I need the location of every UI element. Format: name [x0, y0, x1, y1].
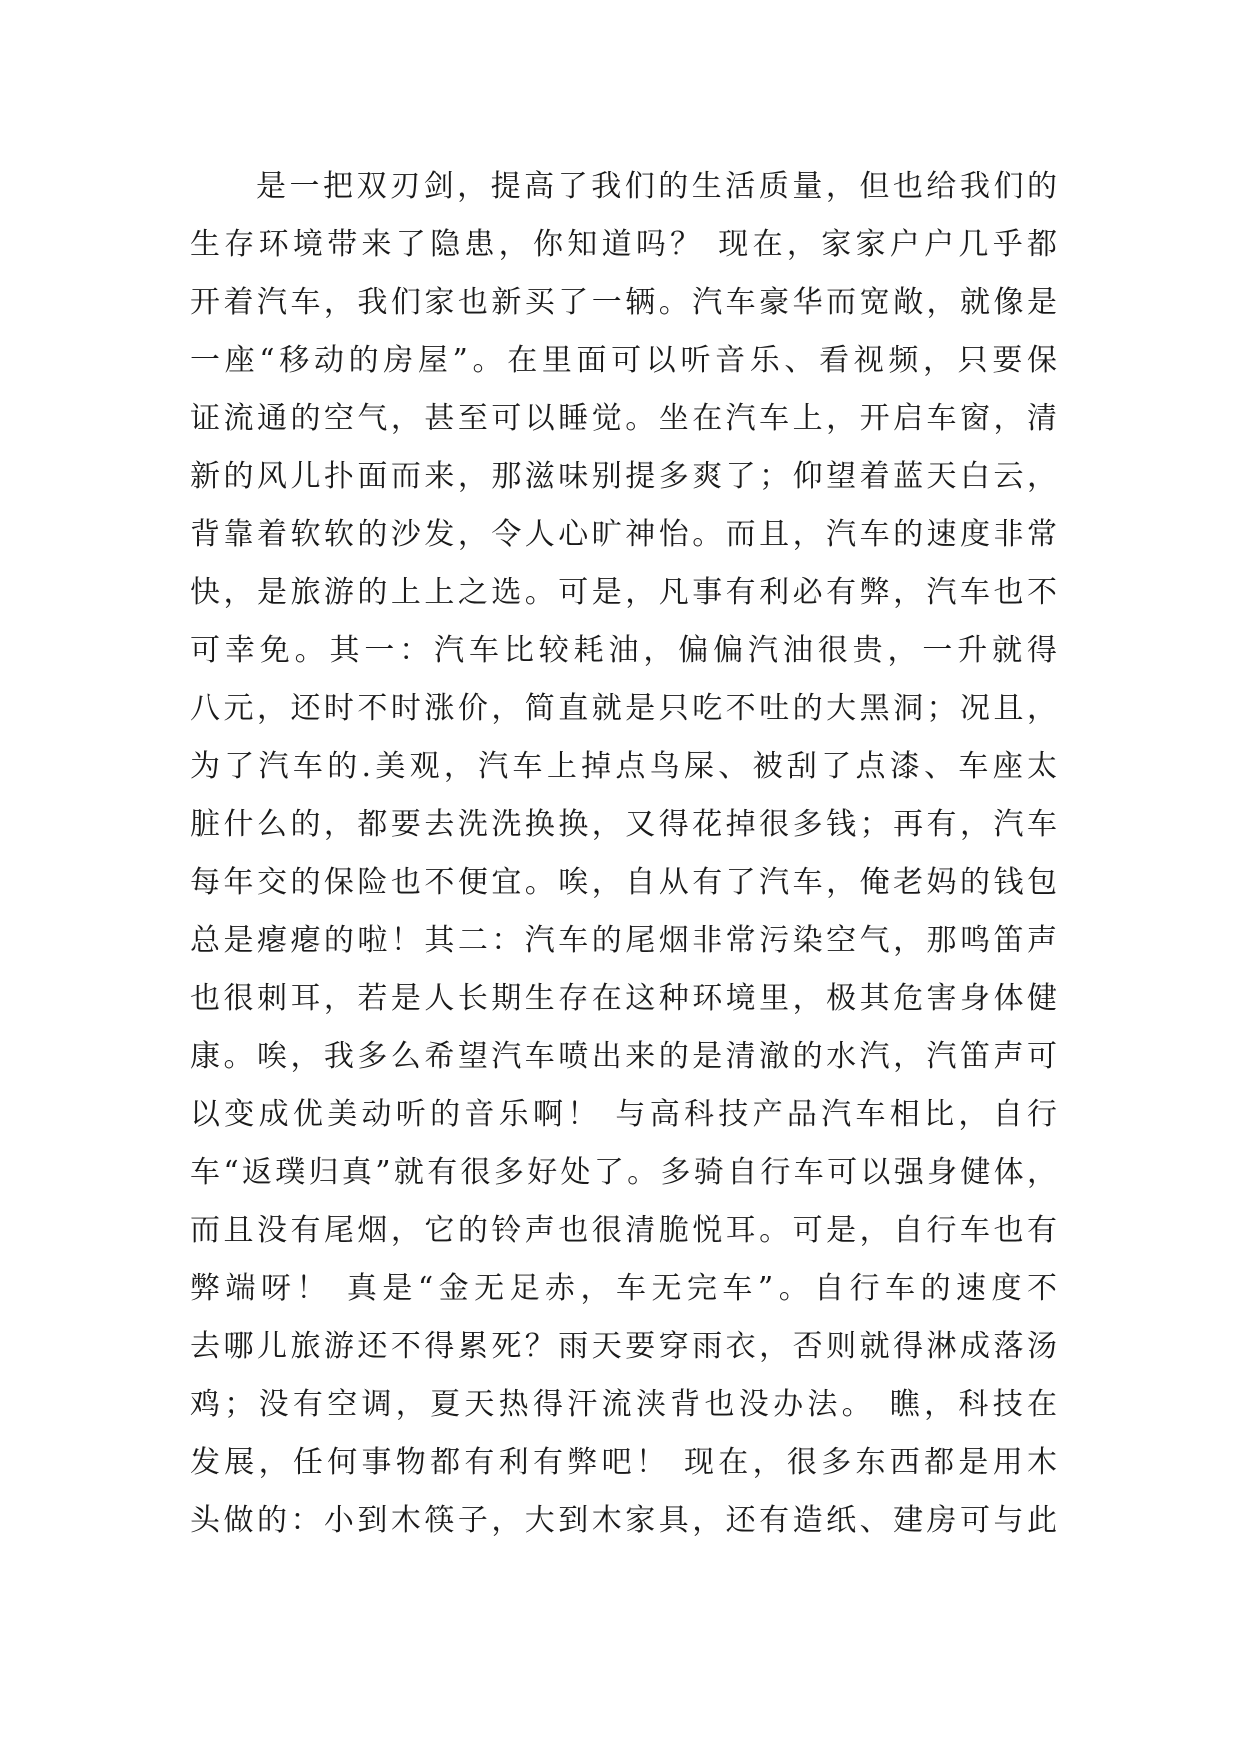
text-line: 而且没有尾烟，它的铃声也很清脆悦耳。可是，自行车也有 [190, 1213, 1060, 1248]
text-line: 发展，任何事物都有利有弊吧！ 现在，很多东西都是用木 [190, 1445, 1060, 1480]
text-line: 快，是旅游的上上之选。可是，凡事有利必有弊，汽车也不 [190, 575, 1060, 610]
text-line: 以变成优美动听的音乐啊！ 与高科技产品汽车相比，自行 [190, 1097, 1060, 1132]
text-line: 证流通的空气，甚至可以睡觉。坐在汽车上，开启车窗，清 [190, 401, 1060, 436]
text-line: 总是瘪瘪的啦！其二：汽车的尾烟非常污染空气，那鸣笛声 [190, 923, 1060, 958]
body-text [190, 158, 1060, 1550]
text-line: 一座“移动的房屋”。在里面可以听音乐、看视频，只要保 [190, 343, 1060, 378]
text-line: 可幸免。其一：汽车比较耗油，偏偏汽油很贵，一升就得 [190, 633, 1060, 668]
text-line: 生存环境带来了隐患，你知道吗？ 现在，家家户户几乎都 [190, 227, 1060, 262]
text-line: 为了汽车的.美观，汽车上掉点鸟屎、被刮了点漆、车座太 [190, 749, 1060, 784]
text-line: 脏什么的，都要去洗洗换换，又得花掉很多钱；再有，汽车 [190, 807, 1060, 842]
text-line: 是一把双刃剑，提高了我们的生活质量，但也给我们的 [256, 169, 1060, 204]
text-line: 八元，还时不时涨价，简直就是只吃不吐的大黑洞；况且， [190, 691, 1060, 726]
text-line: 也很刺耳，若是人长期生存在这种环境里，极其危害身体健 [190, 981, 1060, 1016]
text-line: 背靠着软软的沙发，令人心旷神怡。而且，汽车的速度非常 [190, 517, 1060, 552]
text-line: 每年交的保险也不便宜。唉，自从有了汽车，俺老妈的钱包 [190, 865, 1060, 900]
text-line: 鸡；没有空调，夏天热得汗流浃背也没办法。 瞧，科技在 [190, 1387, 1060, 1422]
text-line: 头做的：小到木筷子，大到木家具，还有造纸、建房可与此 [190, 1503, 1060, 1538]
text-line: 车“返璞归真”就有很多好处了。多骑自行车可以强身健体， [190, 1155, 1060, 1190]
text-line: 开着汽车，我们家也新买了一辆。汽车豪华而宽敞，就像是 [190, 285, 1060, 320]
text-line: 去哪儿旅游还不得累死？雨天要穿雨衣，否则就得淋成落汤 [190, 1329, 1060, 1364]
text-line: 新的风儿扑面而来，那滋味别提多爽了；仰望着蓝天白云， [190, 459, 1060, 494]
text-line: 弊端呀！ 真是“金无足赤，车无完车”。自行车的速度不 [190, 1271, 1060, 1306]
text-line: 康。唉，我多么希望汽车喷出来的是清澈的水汽，汽笛声可 [190, 1039, 1060, 1074]
